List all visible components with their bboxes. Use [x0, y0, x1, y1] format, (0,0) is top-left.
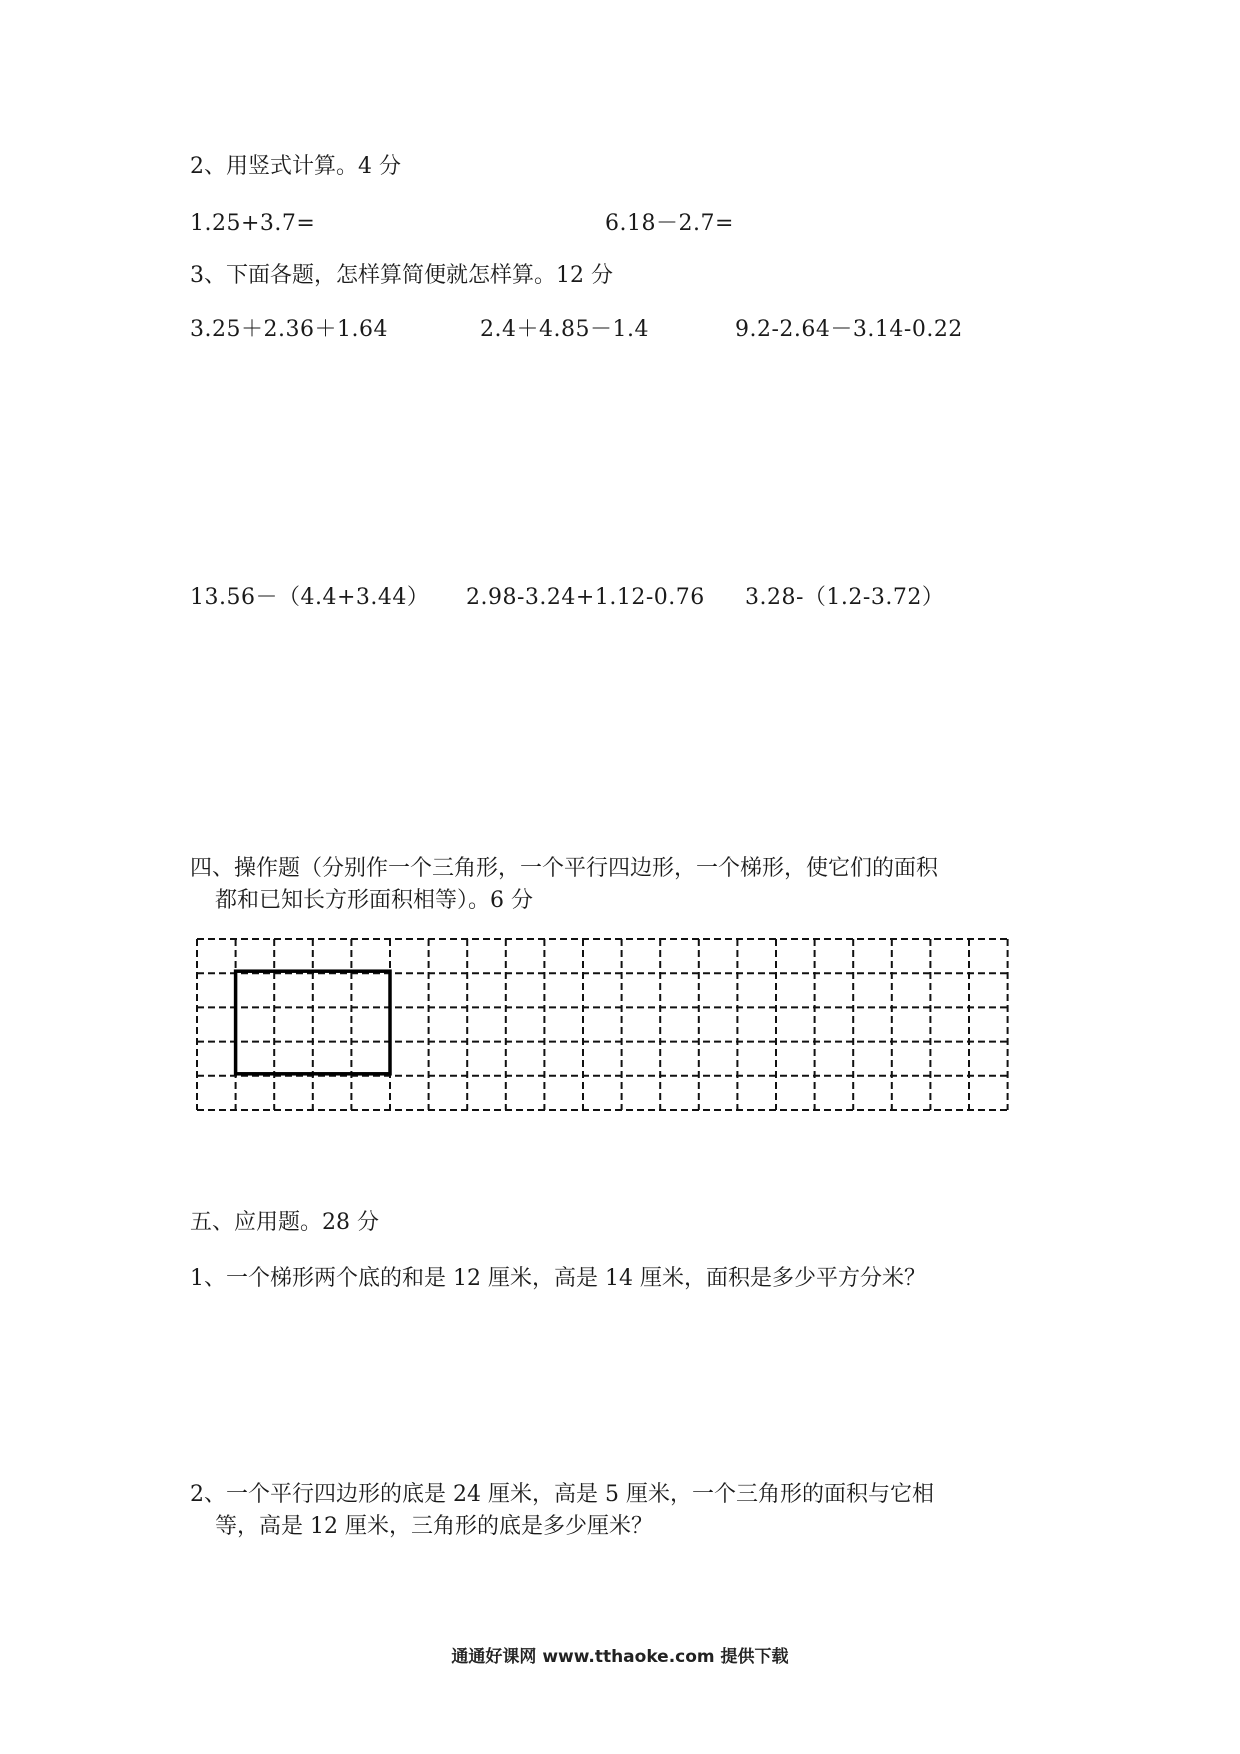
vertical-calc-item-1: 1.25+3.7= [190, 211, 316, 236]
simplify-expr-5: 2.98-3.24+1.12-0.76 [466, 585, 705, 610]
simplify-expr-3: 9.2-2.64－3.14-0.22 [735, 317, 963, 342]
simplify-expr-1: 3.25＋2.36＋1.64 [190, 317, 388, 342]
simplify-expr-4: 13.56－（4.4+3.44） [190, 585, 430, 610]
question-2-title: 2、用竖式计算。4 分 [190, 154, 401, 179]
section-5-title: 五、应用题。28 分 [190, 1210, 379, 1235]
vertical-calc-item-2: 6.18－2.7= [605, 211, 734, 236]
application-question-2-line-2: 等，高是 12 厘米，三角形的底是多少厘米？ [215, 1514, 653, 1539]
application-question-1: 1、一个梯形两个底的和是 12 厘米，高是 14 厘米，面积是多少平方分米？ [190, 1266, 926, 1291]
section-4-title-line-2: 都和已知长方形面积相等）。6 分 [215, 888, 533, 913]
application-question-2-line-1: 2、一个平行四边形的底是 24 厘米，高是 5 厘米，一个三角形的面积与它相 [190, 1482, 934, 1507]
simplify-expr-2: 2.4＋4.85－1.4 [480, 317, 649, 342]
dotted-grid [195, 937, 1010, 1118]
section-4-title-line-1: 四、操作题（分别作一个三角形，一个平行四边形，一个梯形，使它们的面积 [190, 856, 939, 881]
grid-canvas [195, 937, 1010, 1114]
footer-source: 通通好课网 www.tthaoke.com 提供下载 [451, 1647, 789, 1667]
simplify-expr-6: 3.28-（1.2-3.72） [745, 585, 945, 610]
question-3-title: 3、下面各题，怎样算简便就怎样算。12 分 [190, 263, 613, 288]
